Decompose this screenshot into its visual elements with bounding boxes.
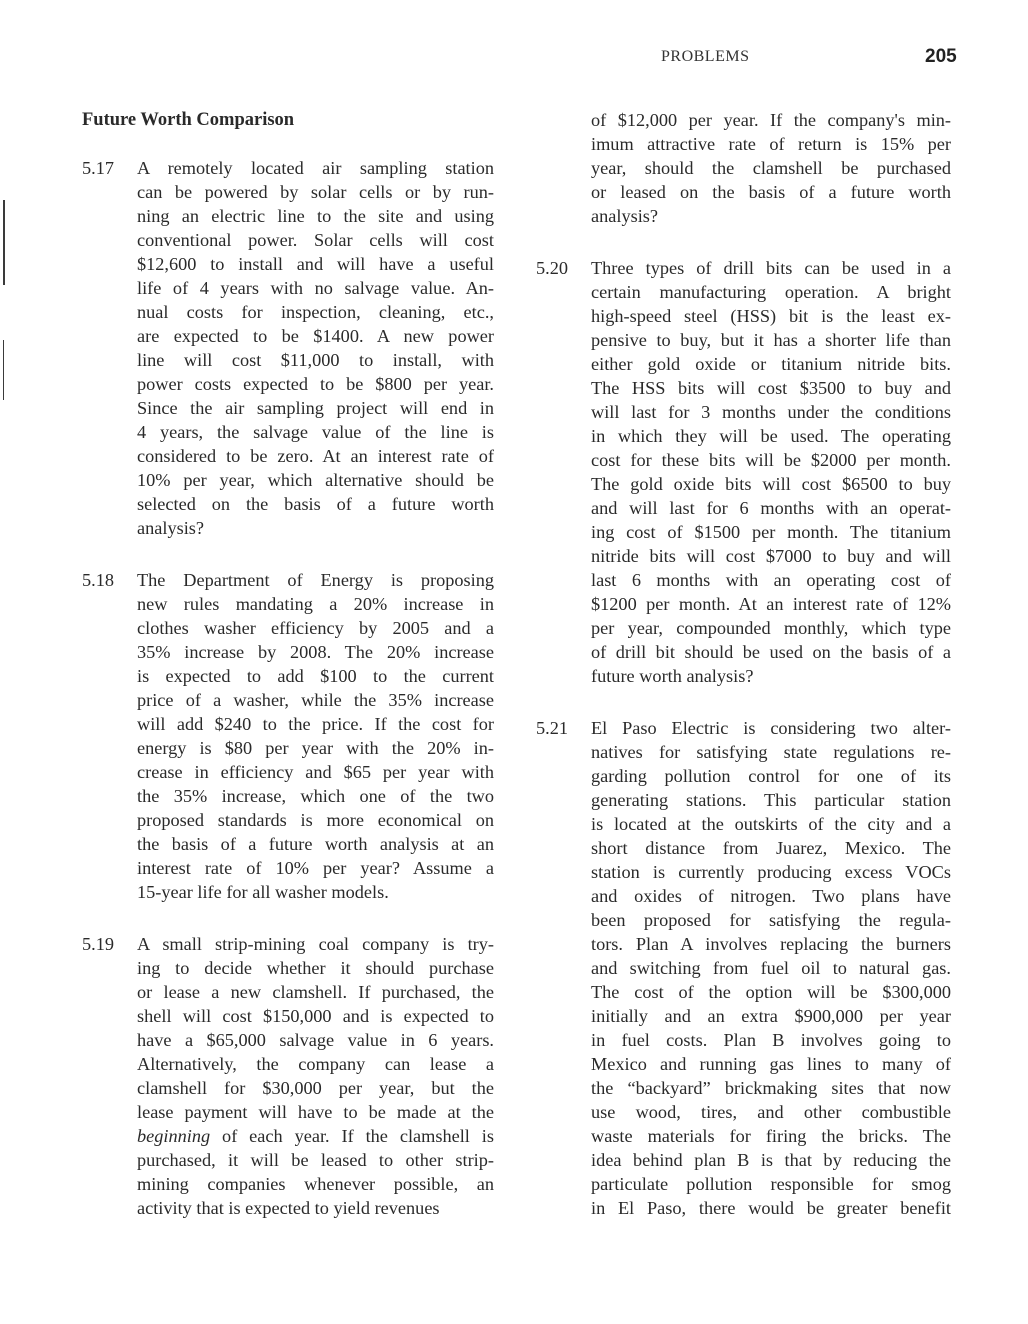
text-line: analysis? — [591, 206, 659, 226]
text-line-rest: of each year. If the clamshell is — [222, 1126, 494, 1146]
text-line: and will last for 6 months with an operat- — [591, 498, 951, 518]
text-line: 15-year life for all washer models. — [137, 882, 389, 902]
text-line: is expected to add $100 to the current — [137, 666, 494, 686]
text-line: $1200 per month. At an interest rate of 12% — [591, 594, 951, 614]
text-line: certain manufacturing operation. A bright — [591, 282, 951, 302]
text-line: of drill bit should be used on the basis of a — [591, 642, 951, 662]
text-line: ning an electric line to the site and using — [137, 206, 494, 226]
text-line: line will cost $11,000 to install, with — [137, 350, 494, 370]
right-column — [536, 108, 951, 1220]
text-line: and switching from fuel oil to natural gas. — [591, 958, 951, 978]
text-line: of $12,000 per year. If the company's min- — [591, 110, 951, 130]
text-line: are expected to be $1400. A new power — [137, 326, 494, 346]
text-line: clothes washer efficiency by 2005 and a — [137, 618, 494, 638]
text-line: natives for satisfying state regulations re- — [591, 742, 951, 762]
text-line: crease in efficiency and $65 per year with — [137, 762, 494, 782]
text-line: short distance from Juarez, Mexico. The — [591, 838, 951, 858]
text-line: last 6 months with an operating cost of — [591, 570, 951, 590]
text-line: Since the air sampling project will end in — [137, 398, 494, 418]
text-line: considered to be zero. At an interest rate of — [137, 446, 494, 466]
text-line: $12,600 to install and will have a useful — [137, 254, 494, 274]
text-line: in which they will be used. The operating — [591, 426, 951, 446]
text-line: garding pollution control for one of its — [591, 766, 951, 786]
text-line: power costs expected to be $800 per year. — [137, 374, 494, 394]
text-line: mining companies whenever possible, an — [137, 1174, 494, 1194]
text-line: can be powered by solar cells or by run- — [137, 182, 494, 202]
text-line: initially and an extra $900,000 per year — [591, 1006, 951, 1026]
text-line: The gold oxide bits will cost $6500 to buy — [591, 474, 951, 494]
text-line: 10% per year, which alternative should be — [137, 470, 494, 490]
problem-5-17 — [82, 156, 494, 540]
text-line: nual costs for inspection, cleaning, etc., — [137, 302, 494, 322]
text-line: price of a washer, while the 35% increase — [137, 690, 494, 710]
text-line: will last for 3 months under the conditions — [591, 402, 951, 422]
text-line: have a $65,000 salvage value in 6 years. — [137, 1030, 494, 1050]
text-line: imum attractive rate of return is 15% per — [591, 134, 951, 154]
text-line: The cost of the option will be $300,000 — [591, 982, 951, 1002]
text-line: ing cost of $1500 per month. The titanium — [591, 522, 951, 542]
text-line: proposed standards is more economical on — [137, 810, 494, 830]
text-line: cost for these bits will be $2000 per month. — [591, 450, 951, 470]
left-column — [82, 108, 494, 1220]
problem-5-21 — [536, 716, 951, 1220]
problem-number: 5.21 — [536, 718, 568, 738]
text-line: life of 4 years with no salvage value. An- — [137, 278, 494, 298]
text-line: tors. Plan A involves replacing the burners — [591, 934, 951, 954]
text-line: clamshell for $30,000 per year, but the — [137, 1078, 494, 1098]
text-line: ing to decide whether it should purchase — [137, 958, 494, 978]
text-line: The HSS bits will cost $3500 to buy and — [591, 378, 951, 398]
text-line: year, should the clamshell be purchased — [591, 158, 951, 178]
text-line: analysis? — [137, 518, 205, 538]
text-line: generating stations. This particular station — [591, 790, 951, 810]
text-line: lease payment will have to be made at the — [137, 1102, 494, 1122]
text-line: high-speed steel (HSS) bit is the least ex- — [591, 306, 951, 326]
text-line: in El Paso, there would be greater benefit — [591, 1198, 951, 1218]
text-line: particulate pollution responsible for smog — [591, 1174, 951, 1194]
text-line: future worth analysis? — [591, 666, 754, 686]
text-line: per year, compounded monthly, which type — [591, 618, 951, 638]
text-line: The Department of Energy is proposing — [137, 570, 494, 590]
text-line-with-italic — [137, 1124, 494, 1148]
text-line: 35% increase by 2008. The 20% increase — [137, 642, 494, 662]
problem-text — [591, 108, 951, 228]
text-line: A remotely located air sampling station — [137, 158, 494, 178]
section-heading: Future Worth Comparison — [82, 110, 295, 130]
problem-number: 5.18 — [82, 570, 114, 590]
text-line: in fuel costs. Plan B involves going to — [591, 1030, 951, 1050]
problem-text — [591, 256, 951, 688]
text-line: Mexico and running gas lines to many of — [591, 1054, 951, 1074]
text-line: the basis of a future worth analysis at an — [137, 834, 494, 854]
text-line: station is currently producing excess VOCs — [591, 862, 951, 882]
text-line: the “backyard” brickmaking sites that now — [591, 1078, 951, 1098]
problem-text — [137, 568, 494, 904]
text-line: selected on the basis of a future worth — [137, 494, 494, 514]
text-line: is located at the outskirts of the city and a — [591, 814, 951, 834]
text-line: shell will cost $150,000 and is expected to — [137, 1006, 494, 1026]
text-line: or lease a new clamshell. If purchased, the — [137, 982, 494, 1002]
text-line: idea behind plan B is that by reducing the — [591, 1150, 951, 1170]
text-line: interest rate of 10% per year? Assume a — [137, 858, 494, 878]
italic-word: beginning — [137, 1126, 211, 1146]
problem-5-20 — [536, 256, 951, 688]
text-line: waste materials for firing the bricks. The — [591, 1126, 951, 1146]
text-line: or leased on the basis of a future worth — [591, 182, 951, 202]
page-number: 205 — [925, 46, 957, 67]
text-line: either gold oxide or titanium nitride bits. — [591, 354, 951, 374]
text-line: Three types of drill bits can be used in a — [591, 258, 951, 278]
problem-number: 5.17 — [82, 158, 114, 178]
problem-5-19 — [82, 932, 494, 1220]
problem-text — [591, 716, 951, 1220]
page-header — [0, 48, 1028, 72]
scan-margin-line-lower — [3, 340, 4, 400]
text-line: been proposed for satisfying the regula- — [591, 910, 951, 930]
text-line: El Paso Electric is considering two alter- — [591, 718, 951, 738]
text-line: conventional power. Solar cells will cost — [137, 230, 494, 250]
text-line: activity that is expected to yield revenues — [137, 1198, 440, 1218]
problem-5-18 — [82, 568, 494, 904]
problem-text — [137, 156, 494, 540]
text-line: and oxides of nitrogen. Two plans have — [591, 886, 951, 906]
problem-5-19-continued — [536, 108, 951, 228]
text-line: nitride bits will cost $7000 to buy and will — [591, 546, 951, 566]
text-line: will add $240 to the price. If the cost for — [137, 714, 494, 734]
problem-number: 5.20 — [536, 258, 568, 278]
text-line: the 35% increase, which one of the two — [137, 786, 494, 806]
text-line: pensive to buy, but it has a shorter life than — [591, 330, 951, 350]
text-line: A small strip-mining coal company is try- — [137, 934, 494, 954]
problem-number: 5.19 — [82, 934, 114, 954]
running-head: PROBLEMS — [661, 48, 750, 65]
scan-margin-line — [3, 200, 5, 285]
text-line: Alternatively, the company can lease a — [137, 1054, 494, 1074]
text-line: 4 years, the salvage value of the line is — [137, 422, 494, 442]
text-line: energy is $80 per year with the 20% in- — [137, 738, 494, 758]
problem-text — [137, 932, 494, 1220]
text-line: new rules mandating a 20% increase in — [137, 594, 494, 614]
text-line: purchased, it will be leased to other strip- — [137, 1150, 494, 1170]
text-line: use wood, tires, and other combustible — [591, 1102, 951, 1122]
